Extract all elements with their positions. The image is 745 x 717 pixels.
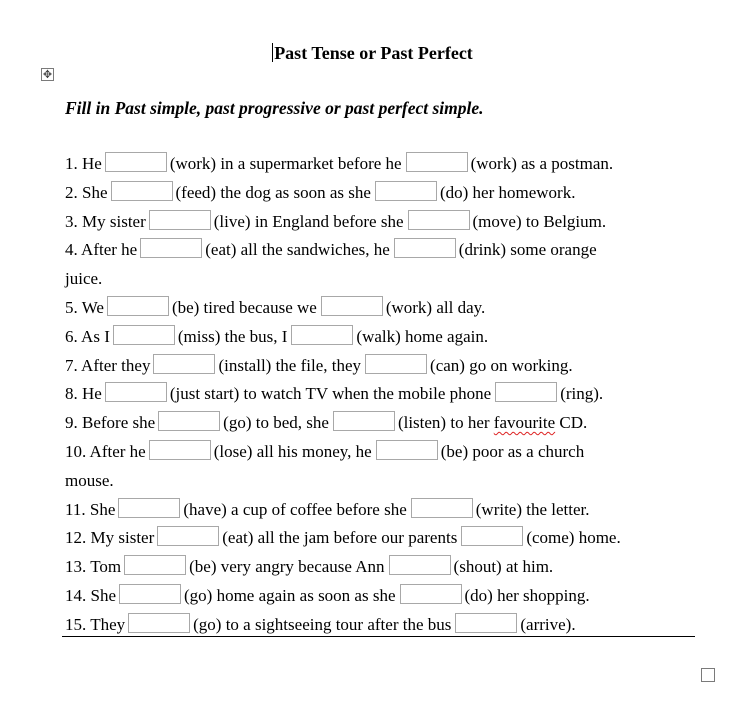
line-start: 11. She — [65, 499, 116, 519]
line-start: 4. After he — [65, 240, 138, 260]
line-middle: (have) a cup of coffee before she — [183, 499, 407, 519]
line-start: 8. He — [65, 384, 102, 404]
answer-field[interactable] — [153, 354, 215, 374]
answer-field[interactable] — [124, 555, 186, 575]
line-end: (come) home. — [526, 528, 621, 548]
answer-field[interactable] — [140, 238, 202, 258]
line-start: 3. My sister — [65, 211, 146, 231]
line-end: (do) her homework. — [439, 182, 576, 202]
line-start: 7. After they — [65, 355, 151, 375]
exercise-line-2 — [65, 179, 705, 208]
answer-field[interactable] — [149, 440, 211, 460]
table-resize-handle-icon[interactable] — [701, 668, 715, 682]
page-title — [0, 43, 745, 64]
line-end: (walk) home again. — [356, 326, 489, 346]
line-middle: (eat) all the jam before our parents — [222, 528, 458, 548]
answer-field[interactable] — [365, 354, 427, 374]
answer-field[interactable] — [408, 210, 470, 230]
line-middle: (go) to a sightseeing tour after the bus — [193, 614, 452, 634]
line-end: (do) her shopping. — [464, 585, 590, 605]
line-end: (work) all day. — [385, 297, 486, 317]
answer-field[interactable] — [455, 613, 517, 633]
line-end: (listen) to her — [397, 413, 494, 433]
line-end: (work) as a postman. — [470, 154, 614, 173]
line-middle: (go) to bed, she — [223, 413, 329, 433]
line-end: (move) to Belgium. — [472, 211, 607, 231]
line-middle: (be) very angry because Ann — [189, 557, 385, 577]
line-middle: (be) tired because we — [171, 297, 317, 317]
exercise-line-3 — [65, 208, 705, 237]
line-start: 14. She — [65, 585, 116, 605]
answer-field[interactable] — [461, 526, 523, 546]
exercise-line-9 — [65, 409, 705, 438]
spelling-flagged-word: favourite — [493, 413, 556, 433]
line-start: 13. Tom — [65, 557, 122, 577]
answer-field[interactable] — [389, 555, 451, 575]
line-end: (write) the letter. — [475, 499, 590, 519]
line-end: (shout) at him. — [453, 557, 554, 577]
exercise-line-14 — [65, 582, 705, 611]
exercise-line-12 — [65, 524, 705, 553]
bottom-rule — [62, 636, 695, 637]
exercise-line-7 — [65, 352, 705, 381]
line-middle: (work) in a supermarket before he — [169, 154, 402, 173]
exercise-line-10 — [65, 438, 705, 467]
answer-field[interactable] — [113, 325, 175, 345]
line-end: (arrive). — [520, 614, 576, 634]
exercise-line-10-continued — [65, 467, 705, 496]
answer-field[interactable] — [105, 382, 167, 402]
answer-field[interactable] — [333, 411, 395, 431]
line-continuation: juice. — [65, 269, 103, 289]
answer-field[interactable] — [105, 152, 167, 172]
line-continuation: mouse. — [65, 470, 114, 490]
exercise-line-4-continued — [65, 265, 705, 294]
exercise-line-4 — [65, 236, 705, 265]
exercise-line-1 — [65, 150, 705, 179]
exercise-line-13 — [65, 553, 705, 582]
line-end: (drink) some orange — [458, 240, 597, 260]
answer-field[interactable] — [128, 613, 190, 633]
answer-field[interactable] — [149, 210, 211, 230]
line-middle: (live) in England before she — [213, 211, 404, 231]
exercise-list — [65, 150, 705, 640]
line-start: 9. Before she — [65, 413, 156, 433]
exercise-line-11 — [65, 496, 705, 525]
answer-field[interactable] — [411, 498, 473, 518]
answer-field[interactable] — [400, 584, 462, 604]
line-end-tail: CD. — [555, 413, 588, 433]
answer-field[interactable] — [321, 296, 383, 316]
line-middle: (go) home again as soon as she — [184, 585, 396, 605]
table-move-handle-icon[interactable]: ✥ — [42, 68, 53, 81]
line-middle: (lose) all his money, he — [213, 441, 372, 461]
line-start: 1. He — [65, 154, 102, 173]
answer-field[interactable] — [158, 411, 220, 431]
answer-field[interactable] — [375, 181, 437, 201]
line-end: (can) go on working. — [430, 355, 573, 375]
line-start: 12. My sister — [65, 528, 155, 548]
line-middle: (install) the file, they — [218, 355, 362, 375]
answer-field[interactable] — [406, 152, 468, 172]
answer-field[interactable] — [291, 325, 353, 345]
answer-field[interactable] — [495, 382, 557, 402]
answer-field[interactable] — [118, 498, 180, 518]
answer-field[interactable] — [157, 526, 219, 546]
answer-field[interactable] — [107, 296, 169, 316]
line-start: 15. They — [65, 614, 126, 634]
line-middle: (feed) the dog as soon as she — [175, 182, 371, 202]
title-text: Past Tense or Past Perfect — [274, 43, 473, 63]
line-end: (be) poor as a church — [440, 441, 585, 461]
line-middle: (miss) the bus, I — [177, 326, 288, 346]
exercise-line-6 — [65, 323, 705, 352]
instruction: Fill in Past simple, past progressive or past perfect simple. — [65, 98, 484, 118]
exercise-line-8 — [65, 380, 705, 409]
line-start: 6. As I — [65, 326, 110, 346]
answer-field[interactable] — [394, 238, 456, 258]
line-end: (ring). — [560, 384, 604, 404]
answer-field[interactable] — [376, 440, 438, 460]
line-start: 2. She — [65, 182, 108, 202]
line-start: 10. After he — [65, 441, 146, 461]
exercise-line-5 — [65, 294, 705, 323]
answer-field[interactable] — [119, 584, 181, 604]
answer-field[interactable] — [111, 181, 173, 201]
line-middle: (just start) to watch TV when the mobile phone — [169, 384, 492, 404]
line-start: 5. We — [65, 297, 104, 317]
line-middle: (eat) all the sandwiches, he — [205, 240, 390, 260]
